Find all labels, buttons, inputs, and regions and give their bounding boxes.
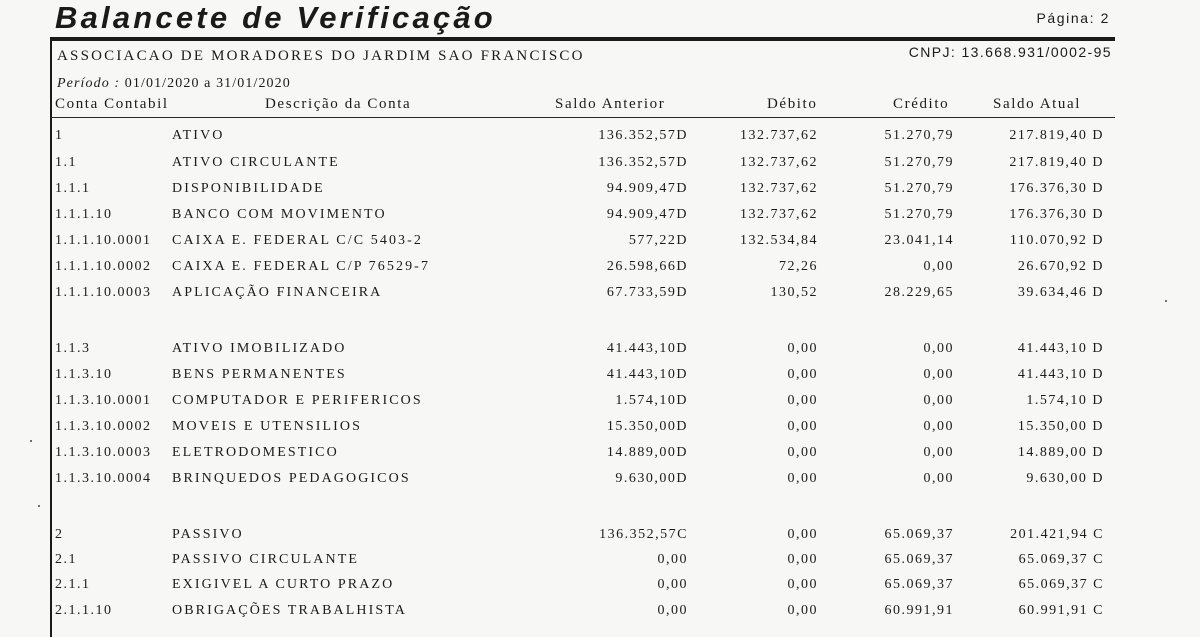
account-description: OBRIGAÇÕES TRABALHISTA [172,603,408,618]
period-value: 01/01/2020 a 31/01/2020 [124,76,291,91]
credit-value: 51.270,79 [884,207,954,222]
previous-balance: 1.574,10D [615,393,688,408]
debit-value: 132.737,62 [740,155,818,170]
current-balance: 217.819,40 D [1009,128,1104,143]
account-description: EXIGIVEL A CURTO PRAZO [172,577,395,592]
current-balance: 201.421,94 C [1010,527,1104,542]
account-code: 1.1.3 [55,341,91,356]
credit-value: 0,00 [923,445,954,460]
account-code: 1.1.3.10.0004 [55,471,152,486]
account-code: 1.1.1.10 [55,207,113,222]
table-row [0,527,1200,551]
columns-rule [50,117,1115,118]
current-balance: 39.634,46 D [1017,285,1104,300]
previous-balance: 94.909,47D [606,207,688,222]
col-current-balance: Saldo Atual [993,96,1082,112]
account-description: DISPONIBILIDADE [172,181,325,196]
previous-balance: 577,22D [628,233,688,248]
account-description: BRINQUEDOS PEDAGOGICOS [172,471,411,486]
account-code: 2 [55,527,64,542]
col-credit: Crédito [893,96,950,112]
table-row [0,155,1200,179]
previous-balance: 41.443,10D [606,367,688,382]
account-description: ELETRODOMESTICO [172,445,339,460]
debit-value: 0,00 [787,341,818,356]
account-description: ATIVO CIRCULANTE [172,155,340,170]
table-row [0,207,1200,231]
credit-value: 65.069,37 [884,527,954,542]
credit-value: 65.069,37 [884,552,954,567]
period-label: Período : [57,76,121,91]
table-row [0,259,1200,283]
account-code: 2.1 [55,552,77,567]
debit-value: 132.534,84 [740,233,818,248]
account-description: PASSIVO [172,527,244,542]
credit-value: 51.270,79 [884,155,954,170]
header-rule [50,37,1115,41]
account-code: 1.1.3.10.0003 [55,445,152,460]
account-description: CAIXA E. FEDERAL C/P 76529-7 [172,259,431,274]
credit-value: 51.270,79 [884,181,954,196]
table-row [0,128,1200,152]
table-row [0,367,1200,391]
col-description: Descrição da Conta [265,96,412,112]
debit-value: 0,00 [787,419,818,434]
previous-balance: 14.889,00D [606,445,688,460]
previous-balance: 136.352,57D [598,155,688,170]
account-description: APLICAÇÃO FINANCEIRA [172,285,383,300]
debit-value: 0,00 [787,527,818,542]
credit-value: 60.991,91 [884,603,954,618]
table-row [0,341,1200,365]
debit-value: 0,00 [787,552,818,567]
cnpj: CNPJ: 13.668.931/0002-95 [908,44,1112,60]
previous-balance: 94.909,47D [606,181,688,196]
table-row [0,603,1200,627]
account-description: PASSIVO CIRCULANTE [172,552,360,567]
account-code: 1.1.3.10.0001 [55,393,152,408]
credit-value: 65.069,37 [884,577,954,592]
report-title: Balancete de Verificação [55,0,496,35]
scan-speck [38,505,40,507]
table-row [0,393,1200,417]
table-row [0,471,1200,495]
current-balance: 110.070,92 D [1009,233,1104,248]
credit-value: 28.229,65 [884,285,954,300]
debit-value: 132.737,62 [740,181,818,196]
table-row [0,419,1200,443]
debit-value: 0,00 [787,577,818,592]
debit-value: 0,00 [787,445,818,460]
scan-speck [30,440,32,442]
organization-name: ASSOCIACAO DE MORADORES DO JARDIM SAO FRANCISCO [57,48,585,64]
col-account: Conta Contabil [55,96,169,112]
previous-balance: 136.352,57C [599,527,688,542]
account-description: BANCO COM MOVIMENTO [172,207,387,222]
previous-balance: 0,00 [657,577,688,592]
account-code: 1.1.1.10.0001 [55,233,152,248]
table-row [0,577,1200,601]
table-row [0,285,1200,309]
current-balance: 60.991,91 C [1018,603,1104,618]
account-code: 1.1.1.10.0003 [55,285,152,300]
account-code: 1.1 [55,155,77,170]
debit-value: 0,00 [787,603,818,618]
current-balance: 65.069,37 C [1018,577,1104,592]
current-balance: 217.819,40 D [1009,155,1104,170]
credit-value: 0,00 [923,259,954,274]
debit-value: 0,00 [787,471,818,486]
account-description: CAIXA E. FEDERAL C/C 5403-2 [172,233,424,248]
table-row [0,181,1200,205]
credit-value: 0,00 [923,393,954,408]
credit-value: 0,00 [923,367,954,382]
account-description: COMPUTADOR E PERIFERICOS [172,393,423,408]
current-balance: 41.443,10 D [1017,341,1104,356]
current-balance: 9.630,00 D [1026,471,1104,486]
current-balance: 65.069,37 C [1018,552,1104,567]
credit-value: 0,00 [923,419,954,434]
debit-value: 132.737,62 [740,128,818,143]
account-code: 1.1.3.10.0002 [55,419,152,434]
previous-balance: 15.350,00D [606,419,688,434]
debit-value: 72,26 [779,259,818,274]
credit-value: 23.041,14 [884,233,954,248]
previous-balance: 9.630,00D [615,471,688,486]
previous-balance: 0,00 [657,552,688,567]
previous-balance: 67.733,59D [606,285,688,300]
account-description: BENS PERMANENTES [172,367,347,382]
previous-balance: 0,00 [657,603,688,618]
account-description: MOVEIS E UTENSILIOS [172,419,363,434]
account-description: ATIVO IMOBILIZADO [172,341,347,356]
scan-speck [1165,300,1167,302]
previous-balance: 26.598,66D [606,259,688,274]
table-row [0,233,1200,257]
account-code: 1.1.1.10.0002 [55,259,152,274]
period [57,76,291,92]
current-balance: 1.574,10 D [1026,393,1104,408]
account-description: ATIVO [172,128,225,143]
current-balance: 176.376,30 D [1009,207,1104,222]
credit-value: 0,00 [923,341,954,356]
debit-value: 130,52 [770,285,818,300]
previous-balance: 136.352,57D [598,128,688,143]
current-balance: 15.350,00 D [1017,419,1104,434]
table-row [0,552,1200,576]
current-balance: 14.889,00 D [1017,445,1104,460]
current-balance: 176.376,30 D [1009,181,1104,196]
debit-value: 132.737,62 [740,207,818,222]
account-code: 2.1.1 [55,577,91,592]
account-code: 1.1.1 [55,181,91,196]
current-balance: 41.443,10 D [1017,367,1104,382]
credit-value: 51.270,79 [884,128,954,143]
page-number: Página: 2 [1036,10,1110,26]
col-debit: Débito [767,96,818,112]
table-row [0,445,1200,469]
credit-value: 0,00 [923,471,954,486]
current-balance: 26.670,92 D [1017,259,1104,274]
col-previous-balance: Saldo Anterior [555,96,666,112]
debit-value: 0,00 [787,367,818,382]
debit-value: 0,00 [787,393,818,408]
previous-balance: 41.443,10D [606,341,688,356]
account-code: 1 [55,128,64,143]
account-code: 1.1.3.10 [55,367,113,382]
account-code: 2.1.1.10 [55,603,113,618]
